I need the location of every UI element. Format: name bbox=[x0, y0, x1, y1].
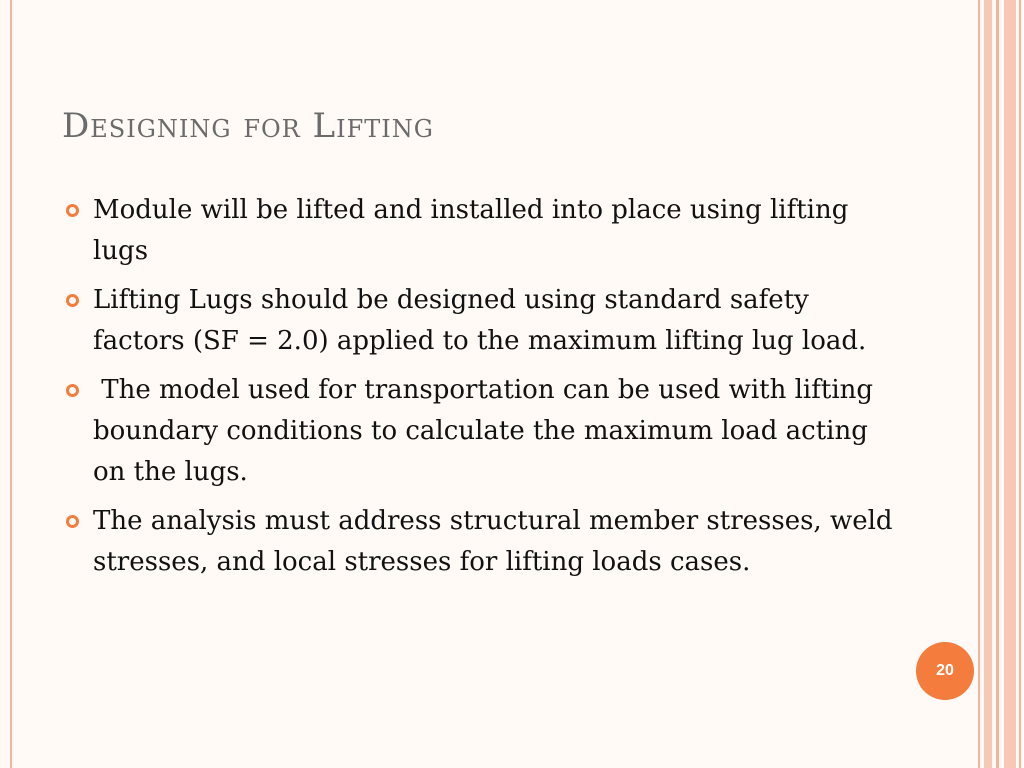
right-decorative-stripe bbox=[984, 0, 992, 768]
bullet-circle-icon bbox=[66, 515, 79, 528]
right-decorative-stripe bbox=[1019, 0, 1021, 768]
bullet-item bbox=[62, 370, 902, 493]
bullet-item bbox=[62, 190, 902, 272]
slide-title: Designing for Lifting bbox=[62, 106, 434, 146]
left-decorative-rule bbox=[10, 0, 12, 768]
bullet-circle-icon bbox=[66, 294, 79, 307]
bullet-item bbox=[62, 501, 902, 583]
bullet-list bbox=[62, 190, 902, 591]
right-decorative-stripe bbox=[1004, 0, 1016, 768]
right-decorative-stripe bbox=[996, 0, 999, 768]
bullet-text: The model used for transportation can be used with lifting boundary conditions to calculate the maximum load acting on the lugs. bbox=[93, 375, 882, 487]
page-number-badge: 20 bbox=[916, 642, 974, 700]
bullet-item bbox=[62, 280, 902, 362]
bullet-text: Module will be lifted and installed into place using lifting lugs bbox=[93, 195, 857, 266]
bullet-circle-icon bbox=[66, 204, 79, 217]
bullet-text: The analysis must address structural member stresses, weld stresses, and local stresses for lifting loads cases. bbox=[93, 506, 901, 577]
right-decorative-stripe bbox=[978, 0, 980, 768]
bullet-text: Lifting Lugs should be designed using standard safety factors (SF = 2.0) applied to the maximum lifting lug load. bbox=[93, 285, 867, 356]
bullet-circle-icon bbox=[66, 384, 79, 397]
